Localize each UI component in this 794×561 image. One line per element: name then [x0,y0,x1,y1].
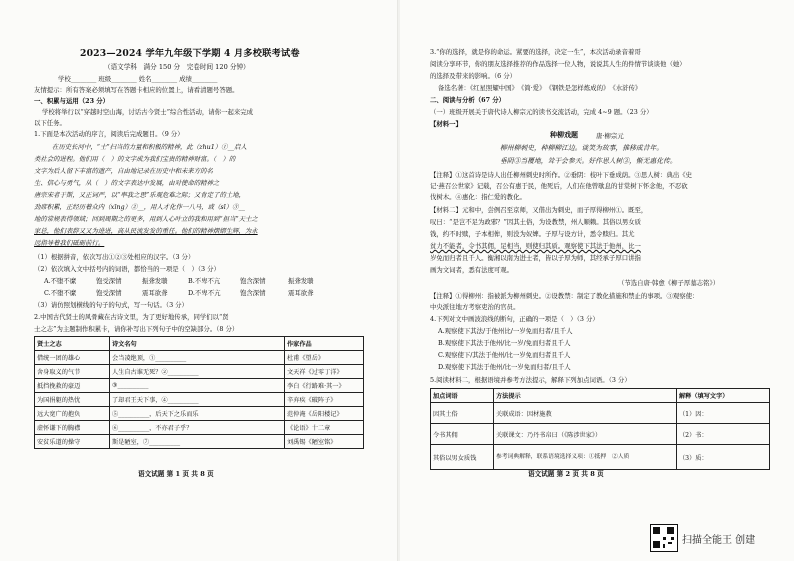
table-cell-blank[interactable]: ⑤__________，后天下之乐而乐 [110,407,285,421]
option-c-2: 饱受深情 [96,289,122,297]
option-b-3: 振聋发聩 [288,277,314,285]
q4-option-c[interactable]: C.观察使下/其法于他州/比一岁免而归者且千人 [438,351,571,359]
option-d-3: 震耳欲聋 [288,289,314,297]
option-d-1: D.不卑不亢 [188,289,221,297]
option-a-1: A.不堕不縻 [44,277,77,285]
question-1-2: （2）依次填入文中括号内的词语，都恰当的一项是（ ）（3 分） [34,265,220,273]
question-3: 3.“你的选择，就是你的命运。紧要的选择，决定一生”，本次活动录音着哥 [430,48,641,56]
answer-cell[interactable]: （1）因： [677,403,770,424]
poem-title: 种柳戏题 [550,130,578,139]
option-b-2: 饱含深情 [240,277,266,285]
section-2-heading: 二、阅读与分析（67 分） [430,96,506,104]
table-row [431,403,770,424]
question-1-3: （3）请仿照划横线的句子的句式，写一句话。（3 分） [34,301,188,309]
question-5: 5.阅读材料二，根据语境并参考方法提示，解释下列加点词语。（3 分） [430,376,631,384]
table-header: 加点词语 [431,389,494,403]
question-1-1: （1）根据拼音，依次写出①②③处相应的汉字。（3 分） [34,253,195,261]
table-cell: 杜甫《望岳》 [285,351,364,365]
table-cell: 关联课文：乃丹书帛曰（《陈涉世家》） [494,424,677,445]
option-c-3: 震耳欲聋 [142,289,168,297]
page-footer: 语文试题 第 2 页 共 8 页 [528,470,604,478]
q4-option-d[interactable]: D.观察使下其法于他州/比一岁免而归者/且千人 [438,363,571,371]
page-footer: 语文试题 第 1 页 共 8 页 [138,470,214,478]
table-header: 贤士之志 [35,337,110,351]
note-2-cont: 中央派往地方考察吏治的官员。 [430,303,520,311]
answer-cell[interactable]: （3）质： [677,445,770,470]
table-cell: 参考词典解释，联系语境选择义项：①抵押 ②人质 [494,445,677,470]
q4-option-a[interactable]: A.观察使下其法/于他州比/一岁免而归者/且千人 [438,327,573,335]
passage-line-underlined: 远指导着我们砥砺前行。 [34,239,105,247]
passage-line: 生、信心与勇气，从（ ）的文字表达中发展，由对使命的精神之 [34,179,220,187]
option-c-1: C.不堕不縻 [44,289,77,297]
table-cell: 为国捐躯的热忧 [35,393,110,407]
passage-line-underlined: 家总，他们表辞又又为进进，高从民流发发的重任。他们的精神熠熠生辉，为永 [34,227,258,235]
notice: 友情提示：所有答案必须填写在答题卡相应的位置上，请看清题号答题。 [34,86,239,94]
question-2: 2.中国古代贤士的风骨藏在古诗文里，为了更好地传承，同学们以“贤 [34,313,229,321]
table-cell: 文天祥《过零丁洋》 [285,365,364,379]
question-3-cont: 的选择及带来的影响。（6 分） [430,72,516,80]
table-cell: 舍身取义的气节 [35,365,110,379]
section-1-heading: 一、积累与运用（23 分） [34,97,110,105]
table-cell: 虚怀谦下的胸襟 [35,421,110,435]
option-a-2: 饱受深情 [96,277,122,285]
table-cell: 《论语》十二章 [285,421,364,435]
table-row [431,445,770,470]
table-cell-blank[interactable]: ③__________ [110,379,285,393]
passage-line: 在历史长河中，“士”扫当的力量和积极的精神，此（zhu1）①__启人 [52,143,247,151]
table-cell: 范仲淹《岳阳楼记》 [285,407,364,421]
table-header: 诗文名句 [110,337,285,351]
exam-subtitle: （语文学科 满分 150 分 完卷时间 120 分钟） [104,63,250,71]
material-1-label: 【材料一】 [430,120,462,128]
table-header: 作家作品 [285,337,364,351]
table-cell: 远大宽广的抱负 [35,407,110,421]
student-info-line: 学校________ 班级________ 姓名________ 成绩________ [58,75,218,83]
table-row [35,351,364,365]
exam-title: 2023—2024 学年九年级下学期 4 月多校联考试卷 [80,48,300,59]
material-2-wavy-line: 贫力不能者，令书其佣，足相当，则使归其质。观察使下其法于他州，比一 [430,242,641,250]
note-1-cont: 记·燕召公世家》记载，召公有惠于民，他死后，人们在他曾歇息的甘棠树下怀念他，不忍砍 [430,182,688,190]
passage-line: 地的常规表得领域；回到周期之的更多，用到人心叶立的我和用到“担当”天士之 [34,215,258,223]
table-cell-blank[interactable]: 人生自古谁无死？②__________ [110,365,285,379]
candidate-books: 备选名著：《红星照耀中国》 《简·爱》 《钢铁是怎样炼成的》 《水浒传》 [438,84,642,92]
scanner-watermark: 扫描全能王 创建 [682,535,756,546]
material-2-source: （节选自唐·韩愈《柳子厚墓志铭》） [618,279,720,287]
poem-line: 柳州柳刺史，种柳柳江边。谈笑为故事，推移成昔年。 [500,144,664,152]
passage-line: 唐宗宋者于斯，又正词严，以“率我之思”乐观危难之际；又肯定了的土地， [34,191,246,199]
table-row [35,421,364,435]
poem-author: 唐·柳宗元 [596,132,624,140]
accumulation-table [34,336,364,449]
option-b-1: B.不卑不亢 [188,277,221,285]
question-3-cont: 阅读分享环节，你的朋友选择推荐的作品选择一位人物，说说其人生的件情节谈谈他（她） [430,60,686,68]
option-d-2: 饱含深情 [240,289,266,297]
material-2-line: 画为文词者，悉有法度可观。 [430,266,514,274]
material-2-line: 钱，约不时赎，子本相侔，则没为奴婢。子厚与设方计，悉令赎归。其尤 [430,230,635,238]
passage-line: 类社会的进程。他们用（ ）的文字成为我们宝贵的精神财富。（ ）的 [34,155,236,163]
note-1: 【注释】①这首诗是诗人出任柳州刺史时所作。②垂阴：枝叶下垂成荫。③思人树：典出《史 [430,171,693,179]
qr-code-icon [650,524,678,552]
table-row [35,435,364,449]
note-1-cont: 伐树木。④惠化：指仁爱的教化。 [430,193,526,201]
table-cell: 其俗以男女质钱 [431,445,494,470]
material-2-line: 岁免而归者且千人。衡湘以南为进士者，皆以子厚为师，其经承子厚口讲指 [430,254,641,262]
table-cell: 因其土俗 [431,403,494,424]
table-cell-blank[interactable]: 会当凌绝顶，①__________ [110,351,285,365]
question-2-cont: 士之志”为主题制作积累卡，请你补写出下列句子中的空缺部分。（8 分） [34,325,239,333]
table-cell: 抵挡挽救的豪迈 [35,379,110,393]
table-row [35,365,364,379]
table-cell: 李白《行路难·其一》 [285,379,364,393]
material-2-line: 叹曰：“是岂不足为政邪？”因其土俗，为设教禁，州人顺赖。其俗以男女质 [430,218,642,226]
passage-1-intro: （一）班级开展关于唐代诗人柳宗元的读书交流活动，完成 4~9 题。（23 分） [430,108,653,116]
table-row [35,407,364,421]
table-cell: 关联成语：因材施教 [494,403,677,424]
question-1: 1.下面是本次活动的序言，阅读后完成题目。（9 分） [34,130,184,138]
table-cell: 借统一团的雄心 [35,351,110,365]
answer-cell[interactable]: （2）书： [677,424,770,445]
q4-option-b[interactable]: B.观察使下其法于他州/比一岁/免而归者且千人 [438,339,571,347]
material-2: 【材料二】元和中，尝例召至京师，又偕出为刺史，而子厚得柳州①。既至， [430,206,648,214]
table-row [431,424,770,445]
passage-line: 文字为后人留下丰富的遗产，自由地记录在历史中和未来方的名 [34,167,213,175]
activity-intro-2: 以下任务。 [34,119,66,127]
table-cell: 安贫乐道的操守 [35,435,110,449]
question-4: 4.下列对文中画波浪线的断句，正确的一项是（ ）（3 分） [430,315,599,323]
table-row [35,379,364,393]
table-cell-blank[interactable]: 斯是陋室，⑦__________ [110,435,285,449]
table-header: 解释（填写文字） [677,389,770,403]
table-cell: 刘禹锡《陋室铭》 [285,435,364,449]
table-header: 方法提示 [494,389,677,403]
exam-page-2 [400,0,794,561]
poem-line: 垂阴③当覆地，耸干会参天。好作思人树③，惭无惠化传。 [500,157,677,165]
activity-intro: 学校将举行以“穿越时空山海，讨话古今贤士”综合性活动，请你一起来完成 [42,108,254,116]
table-cell-blank[interactable]: ⑥__________，不亦君子乎？ [110,421,285,435]
note-2: 【注释】①得柳州：指被派为柳州刺史。②设教禁：制定了教化措施和禁止的事项。③观察使： [430,292,699,300]
table-row [35,393,364,407]
table-cell: 令书其佣 [431,424,494,445]
table-cell-blank[interactable]: 了却君王天下事，④__________ [110,393,285,407]
word-explanation-table [430,388,770,470]
option-a-3: 振聋发聩 [142,277,168,285]
passage-line: 劲席积累，正经历着众内（xīng）②__，用人才化作一八马，或（sī）③__ [34,203,245,211]
table-cell: 辛弃疾《破阵子》 [285,393,364,407]
